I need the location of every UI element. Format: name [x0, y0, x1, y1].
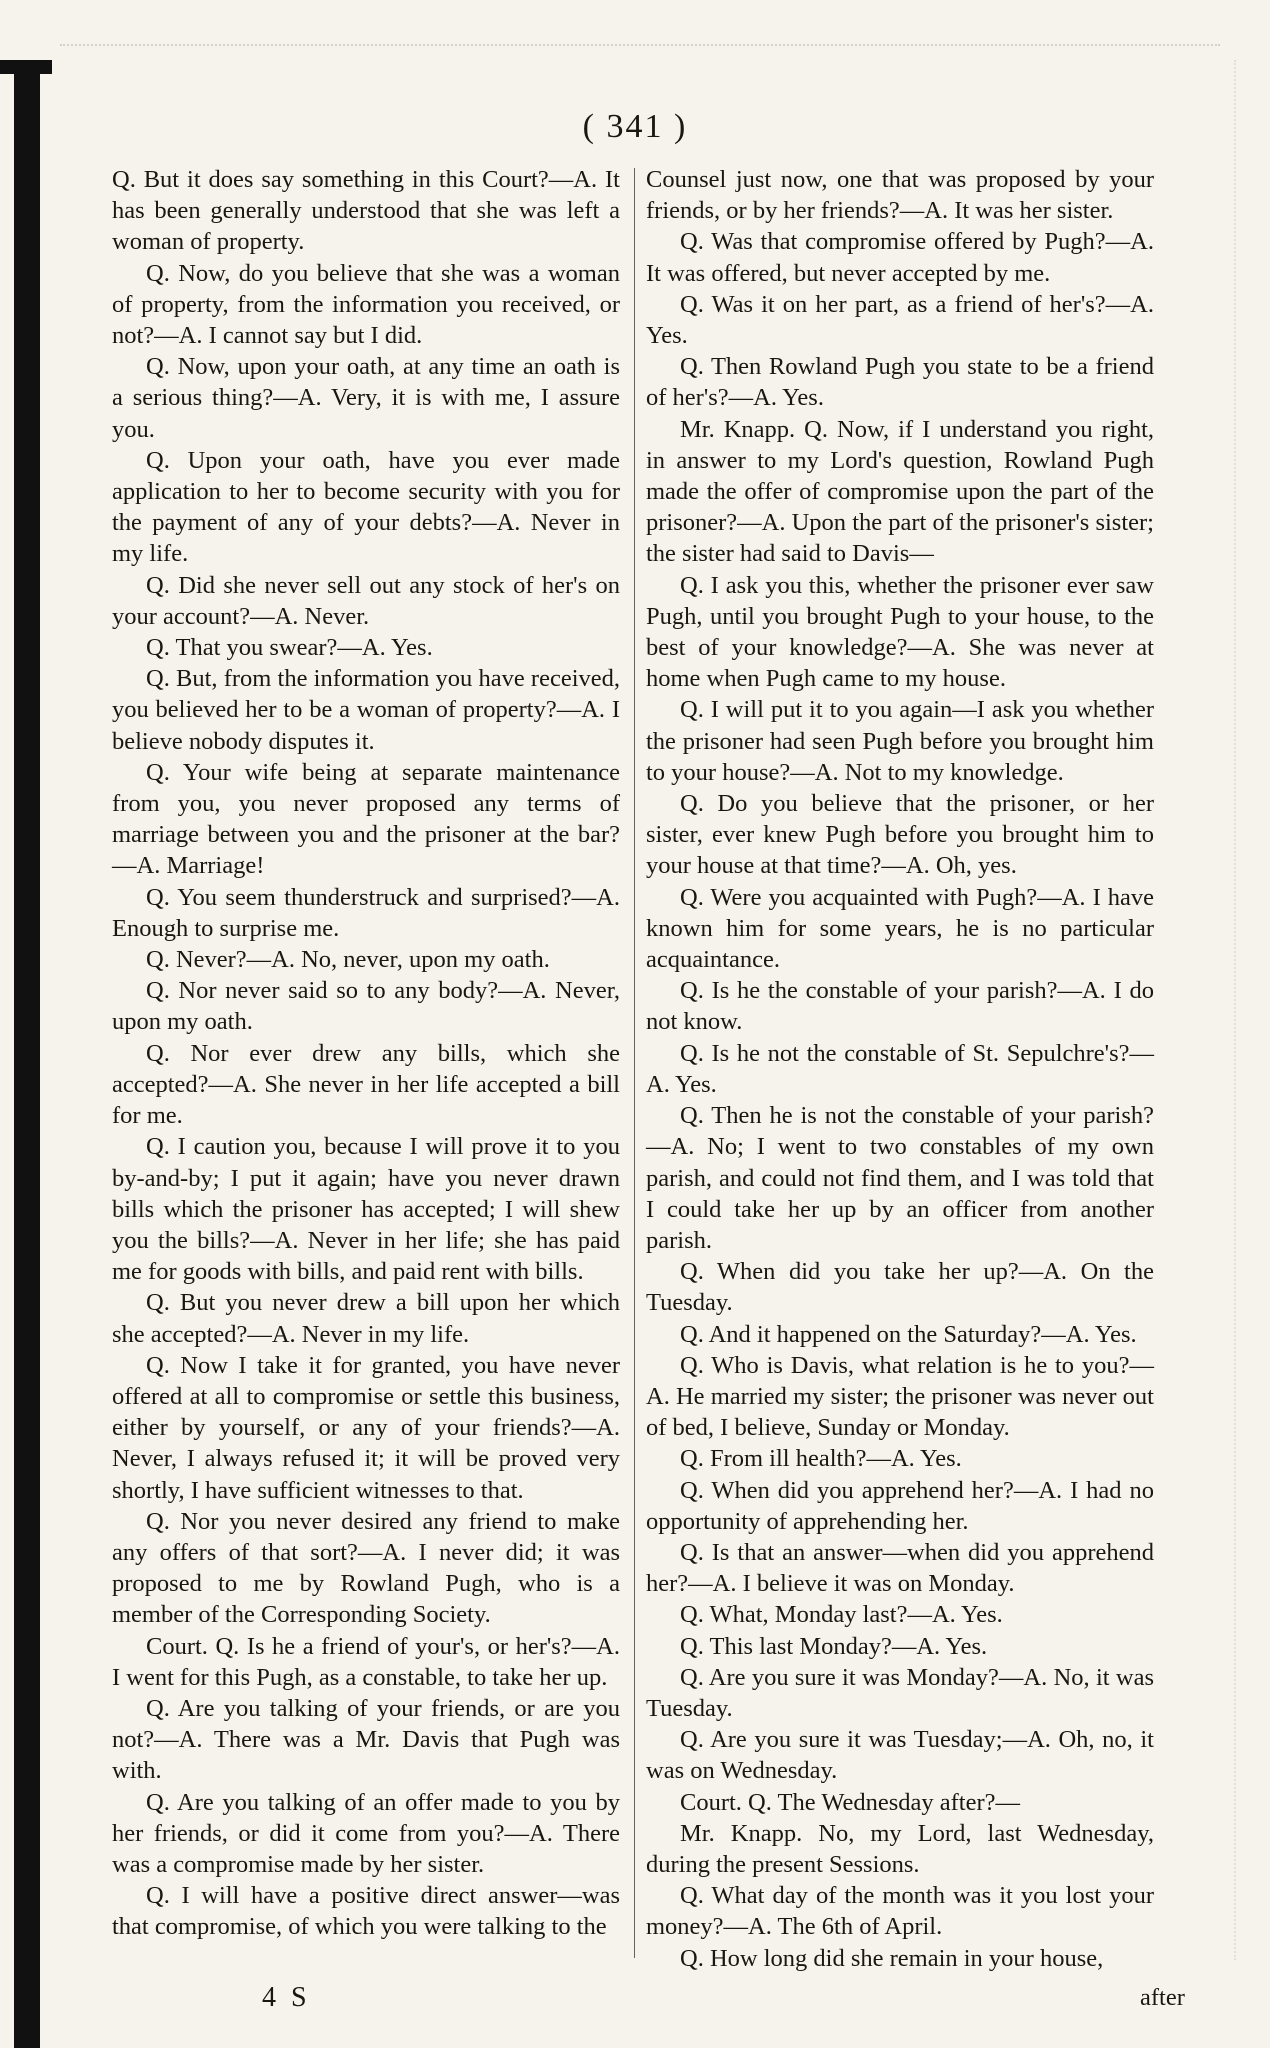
paragraph: Q. Nor never said so to any body?—A. Never, upon my oath.	[112, 977, 620, 1036]
paragraph: Q. But, from the information you have received, you believed her to be a woman of property?—A. I believe nobody disputes it.	[112, 665, 620, 755]
paragraph: Q. Now, do you believe that she was a woman of property, from the information you received, or not?—A. I cannot say but I did.	[112, 259, 620, 350]
paragraph: Mr. Knapp. Q. Now, if I understand you right, in answer to my Lord's question, Rowland Pugh made the offer of compromise upon the part of the prisoner?—A. Upon the part of the prisoner's sister; the sister had said to Davis—	[646, 415, 1154, 568]
paragraph: Q. Nor you never desired any friend to make any offers of that sort?—A. I never did; it was proposed to me by Rowland Pugh, who is a member of the Corresponding Society.	[112, 1507, 620, 1629]
paragraph: Q. From ill health?—A. Yes.	[680, 1445, 962, 1473]
paragraph: Q. When did you take her up?—A. On the Tuesday.	[646, 1258, 1154, 1317]
paragraph: Q. Did she never sell out any stock of her's on your account?—A. Never.	[112, 571, 620, 630]
binding-edge	[14, 62, 40, 2048]
paragraph: Q. This last Monday?—A. Yes.	[680, 1632, 988, 1660]
paragraph: Q. What, Monday last?—A. Yes.	[680, 1601, 1003, 1629]
paragraph: Q. And it happened on the Saturday?—A. Yes.	[680, 1320, 1137, 1348]
paragraph: Q. Are you talking of your friends, or are you not?—A. There was a Mr. Davis that Pugh was with.	[112, 1694, 620, 1785]
catchword: after	[1140, 1984, 1185, 2011]
left-column	[112, 164, 620, 1943]
paragraph: Q. What day of the month was it you lost your money?—A. The 6th of April.	[646, 1882, 1154, 1941]
paragraph: Q. Was it on her part, as a friend of her's?—A. Yes.	[646, 290, 1154, 350]
signature-mark: 4 S	[262, 1982, 311, 2013]
paragraph: Q. Upon your oath, have you ever made application to her to become security with you for the payment of any of your debts?—A. Never in my life.	[112, 446, 620, 568]
paragraph: Q. Then Rowland Pugh you state to be a friend of her's?—A. Yes.	[646, 353, 1154, 412]
paragraph: Court. Q. The Wednesday after?—	[680, 1788, 1021, 1816]
paragraph: Q. But it does say something in this Court?—A. It has been generally understood that she was left a woman of property.	[112, 166, 620, 256]
paragraph: Q. I caution you, because I will prove it to you by-and-by; I put it again; have you never drawn bills which the prisoner has accepted; I will shew you the bills?—A. Never in her life; she has paid me for goods with bills, and paid rent with bills.	[112, 1133, 620, 1286]
paragraph: Q. But you never drew a bill upon her which she accepted?—A. Never in my life.	[112, 1289, 620, 1348]
paragraph: Q. How long did she remain in your house,	[680, 1944, 1104, 1972]
paragraph: Q. I will have a positive direct answer—was that compromise, of which you were talking to the	[112, 1882, 620, 1941]
scan-noise-top	[60, 44, 1220, 66]
paragraph: Q. You seem thunderstruck and surprised?—A. Enough to surprise me.	[112, 883, 620, 942]
paragraph: Q. Are you talking of an offer made to you by her friends, or did it come from you?—A. There was a compromise made by her sister.	[112, 1788, 620, 1878]
paragraph: Q. When did you apprehend her?—A. I had no opportunity of apprehending her.	[646, 1476, 1154, 1535]
paragraph: Counsel just now, one that was proposed by your friends, or by her friends?—A. It was her sister.	[646, 166, 1154, 225]
paragraph: Q. Are you sure it was Tuesday;—A. Oh, no, it was on Wednesday.	[646, 1726, 1154, 1785]
paragraph: Q. Was that compromise offered by Pugh?—A. It was offered, but never accepted by me.	[646, 228, 1154, 287]
paragraph: Q. I will put it to you again—I ask you whether the prisoner had seen Pugh before you brought him to your house?—A. Not to my knowledge.	[646, 696, 1154, 786]
paragraph: Q. Were you acquainted with Pugh?—A. I have known him for some years, he is no particular acquaintance.	[646, 883, 1154, 974]
paragraph: Q. Then he is not the constable of your parish?—A. No; I went to two constables of my own parish, and could not find them, and I was told that I could take her up by an officer from another parish.	[646, 1102, 1154, 1254]
column-divider	[634, 168, 635, 1958]
paragraph: Q. Are you sure it was Monday?—A. No, it was Tuesday.	[646, 1663, 1154, 1722]
paragraph: Q. Never?—A. No, never, upon my oath.	[146, 946, 550, 974]
paragraph: Q. Now I take it for granted, you have never offered at all to compromise or settle this business, either by yourself, or any of your friends?—A. Never, I always refused it; it will be proved very shortly, I have sufficient witnesses to that.	[112, 1351, 620, 1504]
paragraph: Q. Your wife being at separate maintenance from you, you never proposed any terms of marriage between you and the prisoner at the bar?—A. Marriage!	[112, 758, 620, 880]
paragraph: Q. Who is Davis, what relation is he to you?—A. He married my sister; the prisoner was never out of bed, I believe, Sunday or Monday.	[646, 1351, 1154, 1442]
paragraph: Q. I ask you this, whether the prisoner ever saw Pugh, until you brought Pugh to your house, to the best of your knowledge?—A. She was never at home when Pugh came to my house.	[646, 571, 1154, 693]
right-column	[646, 164, 1154, 1974]
paragraph: Q. Is that an answer—when did you apprehend her?—A. I believe it was on Monday.	[646, 1538, 1154, 1598]
paragraph: Q. Now, upon your oath, at any time an oath is a serious thing?—A. Very, it is with me, I assure you.	[112, 353, 620, 443]
paragraph: Q. Do you believe that the prisoner, or her sister, ever knew Pugh before you brought him to your house at that time?—A. Oh, yes.	[646, 790, 1154, 880]
paragraph: Q. That you swear?—A. Yes.	[146, 634, 433, 662]
paragraph: Q. Is he the constable of your parish?—A. I do not know.	[646, 977, 1154, 1036]
page-number: ( 341 )	[582, 108, 688, 145]
paragraph: Q. Nor ever drew any bills, which she accepted?—A. She never in her life accepted a bill for me.	[112, 1039, 620, 1130]
paragraph: Court. Q. Is he a friend of your's, or her's?—A. I went for this Pugh, as a constable, to take her up.	[112, 1632, 620, 1691]
paragraph: Q. Is he not the constable of St. Sepulchre's?—A. Yes.	[646, 1039, 1154, 1098]
scan-noise-right	[1234, 60, 1256, 1960]
paragraph: Mr. Knapp. No, my Lord, last Wednesday, during the present Sessions.	[646, 1819, 1154, 1878]
